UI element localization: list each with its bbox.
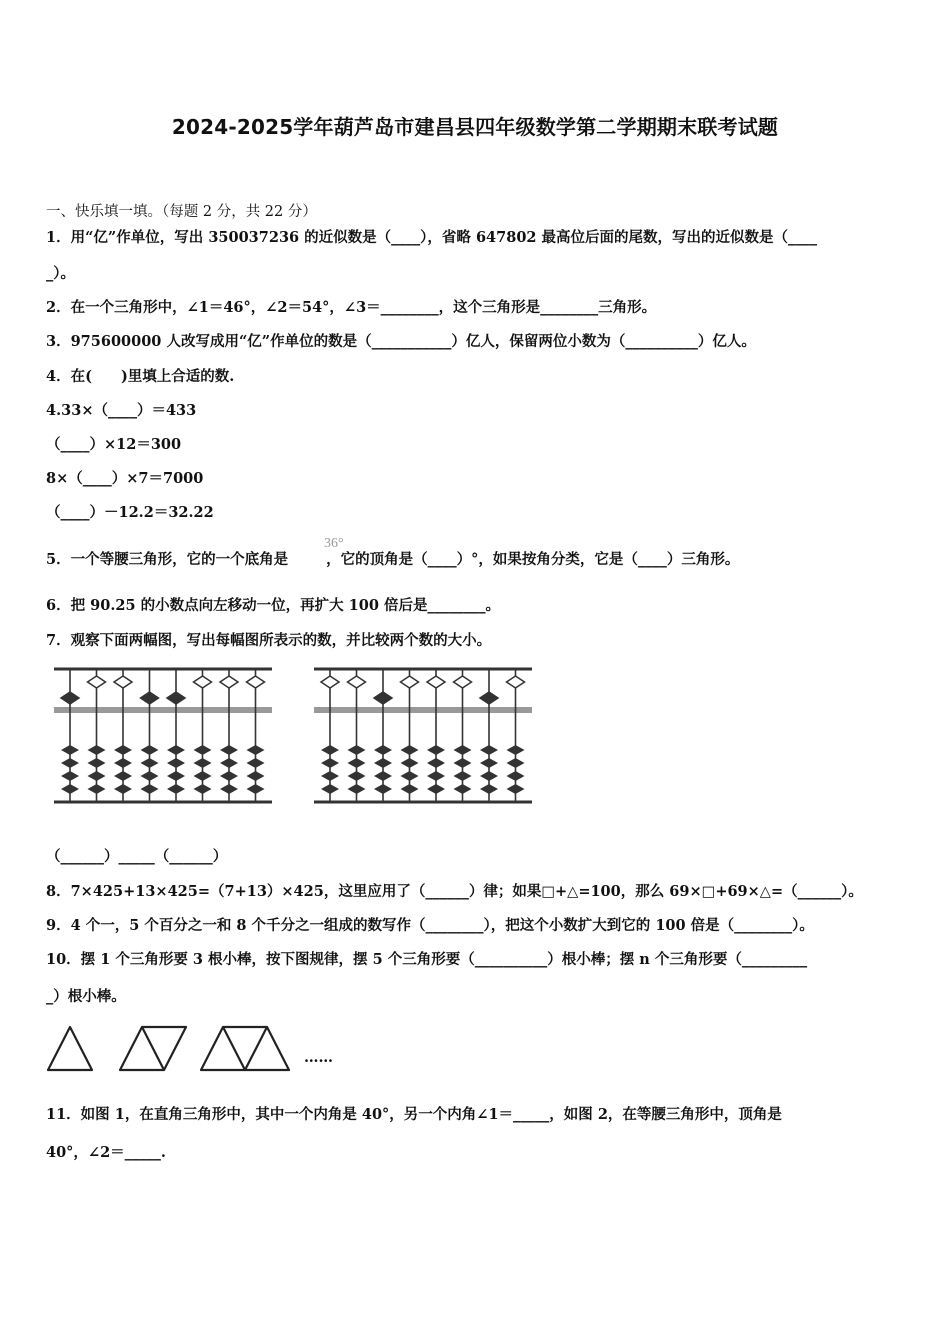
abacus-lower-bead (167, 758, 185, 768)
abacus-lower-bead (141, 758, 159, 768)
abacus-upper-bead (348, 676, 366, 688)
abacus-lower-bead (374, 745, 392, 755)
abacus-lower-bead (480, 784, 498, 794)
abacus-lower-bead (141, 745, 159, 755)
abacus-upper-bead (321, 676, 339, 688)
abacus-lower-bead (321, 758, 339, 768)
abacus-lower-bead (247, 784, 265, 794)
abacus-lower-bead (167, 784, 185, 794)
abacus-lower-bead (61, 745, 79, 755)
abacus-lower-bead (220, 758, 238, 768)
abacus-lower-bead (374, 784, 392, 794)
abacus-upper-bead (427, 676, 445, 688)
question-4-item-b: （____）×12＝300 (46, 436, 182, 453)
question-4-item-a: 4.33×（____）＝433 (46, 402, 197, 419)
abacus-lower-bead (61, 771, 79, 781)
question-10-line-1: 10．摆 1 个三角形要 3 根小棒，按下图规律，摆 5 个三角形要（__________）根小棒；摆 n 个三角形要（_________ (46, 951, 808, 968)
question-7: 7．观察下面两幅图，写出每幅图所表示的数，并比较两个数的大小。 (46, 632, 492, 649)
abacus-lower-bead (220, 771, 238, 781)
abacus-lower-bead (220, 745, 238, 755)
abacus-lower-bead (194, 784, 212, 794)
abacus-lower-bead (321, 784, 339, 794)
abacus-upper-bead (114, 676, 132, 688)
abacus-lower-bead (114, 745, 132, 755)
question-10-line-2: _）根小棒。 (46, 988, 126, 1005)
abacus-lower-bead (401, 784, 419, 794)
abacus-lower-bead (454, 758, 472, 768)
pattern-ellipsis: …… (304, 1049, 333, 1066)
abacus-lower-bead (348, 758, 366, 768)
question-7-answer: （______）_____（______） (46, 848, 228, 865)
abacus-lower-bead (194, 745, 212, 755)
abacus-lower-bead (427, 771, 445, 781)
abacus-figure-2 (312, 662, 534, 806)
question-5-suffix: ，它的顶角是（____）°，如果按角分类，它是（____）三角形。 (326, 551, 740, 568)
question-9: 9．4 个一，5 个百分之一和 8 个千分之一组成的数写作（________），把这个小数扩大到它的 100 倍是（________）。 (46, 917, 814, 934)
abacus-lower-bead (141, 771, 159, 781)
abacus-lower-bead (374, 758, 392, 768)
abacus-upper-bead (480, 692, 498, 704)
abacus-lower-bead (454, 745, 472, 755)
abacus-lower-bead (141, 784, 159, 794)
abacus-lower-bead (427, 784, 445, 794)
abacus-lower-bead (480, 771, 498, 781)
abacus-lower-bead (88, 771, 106, 781)
abacus-lower-bead (348, 784, 366, 794)
abacus-lower-bead (247, 758, 265, 768)
abacus-upper-bead (454, 676, 472, 688)
abacus-lower-bead (194, 771, 212, 781)
abacus-lower-bead (321, 771, 339, 781)
abacus-lower-bead (507, 745, 525, 755)
abacus-lower-bead (88, 784, 106, 794)
section-heading: 一、快乐填一填。（每题 2 分，共 22 分） (46, 204, 317, 220)
question-5 (46, 550, 739, 570)
abacus-lower-bead (454, 784, 472, 794)
abacus-figure-1 (52, 662, 274, 806)
abacus-lower-bead (114, 771, 132, 781)
abacus-upper-bead (141, 692, 159, 704)
abacus-lower-bead (374, 771, 392, 781)
abacus-lower-bead (61, 784, 79, 794)
question-4: 4．在( )里填上合适的数. (46, 368, 235, 385)
base-angle-value: 36° (324, 536, 344, 551)
page-title: 2024-2025学年葫芦岛市建昌县四年级数学第二学期期末联考试题 (171, 115, 779, 139)
abacus-lower-bead (507, 784, 525, 794)
abacus-lower-bead (167, 745, 185, 755)
abacus-lower-bead (401, 758, 419, 768)
question-4-item-c: 8×（____）×7＝7000 (46, 470, 204, 487)
question-11-line-1: 11．如图 1，在直角三角形中，其中一个内角是 40°，另一个内角∠1＝_____，如图 2，在等腰三角形中，顶角是 (46, 1106, 782, 1123)
abacus-upper-bead (194, 676, 212, 688)
abacus-lower-bead (401, 745, 419, 755)
abacus-lower-bead (114, 758, 132, 768)
question-8: 8．7×425+13×425=（7+13）×425，这里应用了（______）律；如果□+△=100，那么 69×□+69×△=（______）。 (46, 883, 863, 900)
abacus-lower-bead (348, 771, 366, 781)
question-1-line-2: _）。 (46, 265, 75, 282)
question-4-item-d: （____）－12.2＝32.22 (46, 504, 214, 521)
abacus-lower-bead (167, 771, 185, 781)
abacus-lower-bead (88, 745, 106, 755)
abacus-upper-bead (401, 676, 419, 688)
abacus-lower-bead (247, 745, 265, 755)
abacus-upper-bead (374, 692, 392, 704)
abacus-lower-bead (194, 758, 212, 768)
question-1-line-1: 1．用“亿”作单位，写出 350037236 的近似数是（____），省略 647802 最高位后面的尾数，写出的近似数是（____ (46, 229, 818, 246)
abacus-lower-bead (427, 745, 445, 755)
question-3: 3．975600000 人改写成用“亿”作单位的数是（___________）亿人，保留两位小数为（__________）亿人。 (46, 333, 756, 350)
abacus-lower-bead (480, 758, 498, 768)
abacus-lower-bead (114, 784, 132, 794)
abacus-lower-bead (61, 758, 79, 768)
question-6: 6．把 90.25 的小数点向左移动一位，再扩大 100 倍后是________。 (46, 597, 500, 614)
abacus-lower-bead (321, 745, 339, 755)
abacus-lower-bead (247, 771, 265, 781)
abacus-lower-bead (454, 771, 472, 781)
abacus-upper-bead (167, 692, 185, 704)
abacus-upper-bead (88, 676, 106, 688)
abacus-upper-bead (220, 676, 238, 688)
abacus-upper-bead (507, 676, 525, 688)
question-5-prefix: 5．一个等腰三角形，它的一个底角是 (46, 551, 289, 568)
abacus-lower-bead (401, 771, 419, 781)
abacus-lower-bead (507, 771, 525, 781)
triangle-pattern-figure (44, 1022, 304, 1074)
abacus-lower-bead (507, 758, 525, 768)
abacus-lower-bead (348, 745, 366, 755)
abacus-upper-bead (61, 692, 79, 704)
abacus-upper-bead (247, 676, 265, 688)
question-2: 2．在一个三角形中，∠1＝46°，∠2＝54°，∠3＝________，这个三角形是________三角形。 (46, 299, 657, 316)
abacus-lower-bead (480, 745, 498, 755)
abacus-lower-bead (88, 758, 106, 768)
question-11-line-2: 40°，∠2＝_____. (46, 1144, 166, 1161)
abacus-lower-bead (427, 758, 445, 768)
abacus-lower-bead (220, 784, 238, 794)
